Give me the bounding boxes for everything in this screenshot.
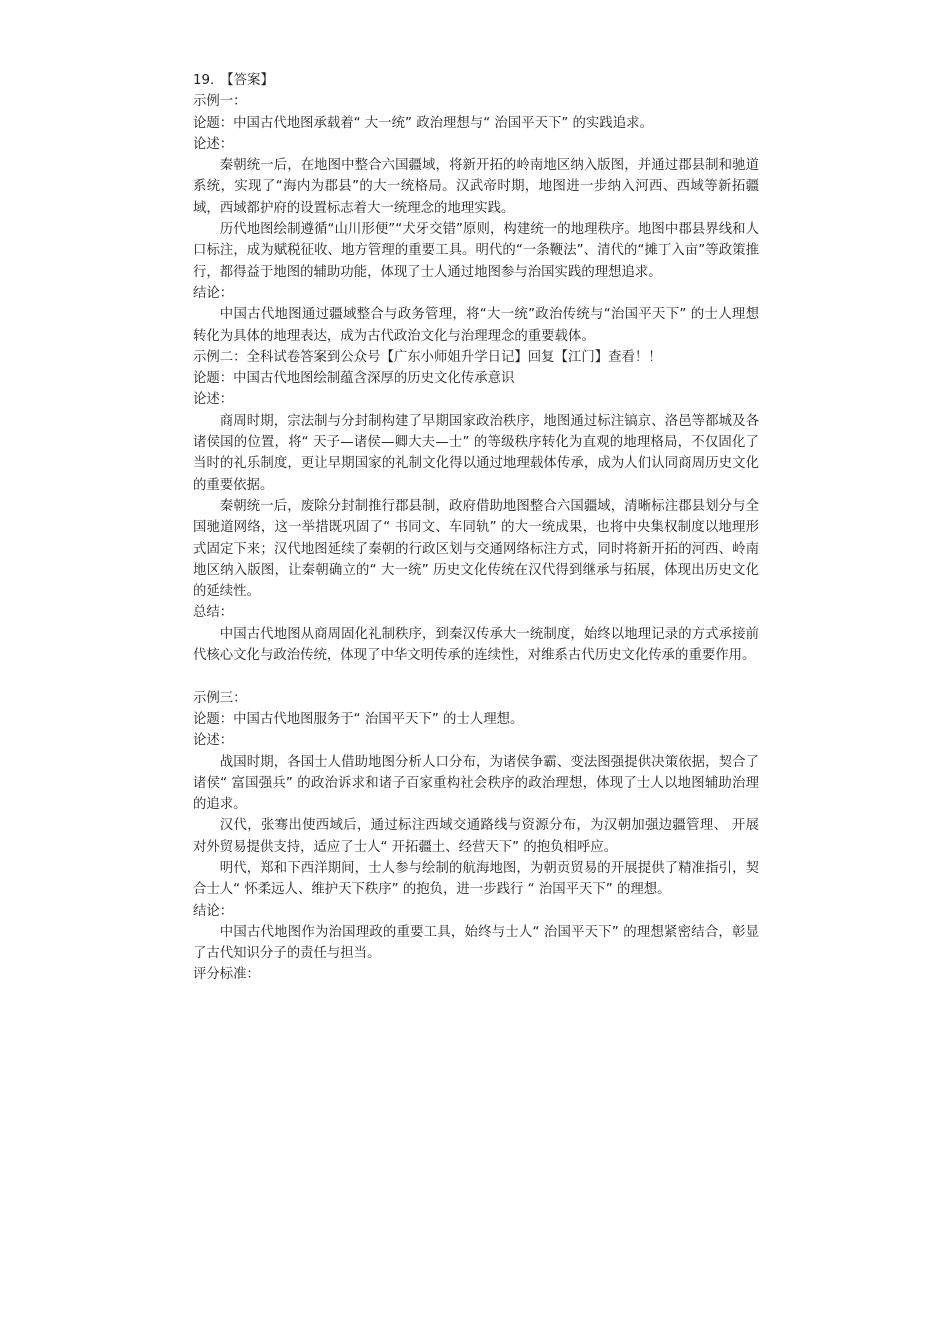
answer-label: 【答案】 (220, 73, 274, 88)
example2-thesis: 论题：中国古代地图绘制蕴含深厚的历史文化传承意识 (193, 371, 515, 387)
example1-conclusion: 中国古代地图通过疆域整合与政务管理，将“大一统”政治传统与“治国平天下” 的士人理想转化为具体的地理表达，成为古代政治文化与治理理念的重要载体。 (193, 307, 759, 344)
example3-paragraph-1: 战国时期，各国士人借助地图分析人口分布，为诸侯争霸、变法图强提供决策依据，契合了诸侯“ 富国强兵” 的政治诉求和诸子百家重构社会秩序的政治理想，体现了士人以地图辅助治理的追求。 (193, 754, 759, 813)
example2-summary: 中国古代地图从商周固化礼制秩序，到秦汉传承大一统制度，始终以地理记录的方式承接前代核心文化与政治传统，体现了中华文明传承的连续性，对维系古代历史文化传承的重要作用。 (193, 626, 759, 664)
example3-paragraph-3: 明代，郑和下西洋期间，士人参与绘制的航海地图，为朝贡贸易的开展提供了精准指引，契合士人“ 怀柔远人、维护天下秩序” 的抱负，进一步践行 “ 治国平天下” 的理想。 (193, 860, 759, 898)
spacer (193, 666, 759, 687)
example1-thesis: 论题：中国古代地图承载着“ 大一统” 政治理想与“ 治国平天下” 的实践追求。 (193, 115, 653, 131)
example1-paragraph-1: 秦朝统一后，在地图中整合六国疆域，将新开拓的岭南地区纳入版图，并通过郡县制和驰道系统，实现了“海内为郡县”的大一统格局。汉武帝时期，地图进一步纳入河西、西域等新拓疆域，西域都护府的设置标志着大一统理念的地理实践。 (193, 158, 759, 216)
example2-summary-label: 总结： (193, 605, 234, 621)
question-number: 19. (193, 73, 215, 88)
example2-argument-label: 论述： (193, 392, 234, 408)
example1-argument-label: 论述： (193, 136, 234, 152)
example2-label: 示例二：全科试卷答案到公众号【广东小师姐升学日记】回复【江门】查看！！ (193, 349, 662, 365)
example3-argument-label: 论述： (193, 733, 234, 749)
example1-label: 示例一： (193, 94, 247, 110)
example2-paragraph-2: 秦朝统一后，废除分封制推行郡县制，政府借助地图整合六国疆域，清晰标注郡县划分与全国驰道网络，这一举措既巩固了“ 书同文、车同轨” 的大一统成果，也将中央集权制度以地理形式固定下来；汉代地图延续了秦朝的行政区划与交通网络标注方式，同时将新开拓的河西、岭南地区纳入版图，让秦朝确立的“ 大一统” 历史文化传统在汉代得到继承与拓展，体现出历史文化的延续性。 (193, 498, 759, 600)
example3-label: 示例三： (193, 690, 247, 706)
example1-paragraph-2: 历代地图绘制遵循“山川形便”“犬牙交错”原则，构建统一的地理秩序。地图中郡县界线和人口标注，成为赋税征收、地方管理的重要工具。明代的“一条鞭法”、清代的“摊丁入亩”等政策推行，都得益于地图的辅助功能，体现了士人通过地图参与治国实践的理想追求。 (193, 222, 759, 280)
example2-paragraph-1: 商周时期，宗法制与分封制构建了早期国家政治秩序，地图通过标注镐京、洛邑等都城及各诸侯国的位置，将“ 天子—诸侯—卿大夫—士” 的等级秩序转化为直观的地理格局，不仅固化了当时的礼乐制度，更让早期国家的礼制文化得以通过地理载体传承，成为人们认同商周历史文化的重要依据。 (193, 413, 759, 493)
example3-conclusion-label: 结论： (193, 903, 234, 919)
question-header (193, 70, 759, 91)
answer-content (193, 70, 759, 986)
example3-thesis: 论题：中国古代地图服务于“ 治国平天下” 的士人理想。 (193, 711, 524, 727)
example3-conclusion: 中国古代地图作为治国理政的重要工具，始终与士人“ 治国平天下” 的理想紧密结合，彰显了古代知识分子的责任与担当。 (193, 924, 759, 962)
example1-conclusion-label: 结论： (193, 285, 234, 301)
scoring-label: 评分标准： (193, 967, 260, 983)
example3-paragraph-2: 汉代，张骞出使西域后，通过标注西域交通路线与资源分布，为汉朝加强边疆管理、 开展对外贸易提供支持，适应了士人“ 开拓疆土、经营天下” 的抱负相呼应。 (193, 818, 759, 855)
